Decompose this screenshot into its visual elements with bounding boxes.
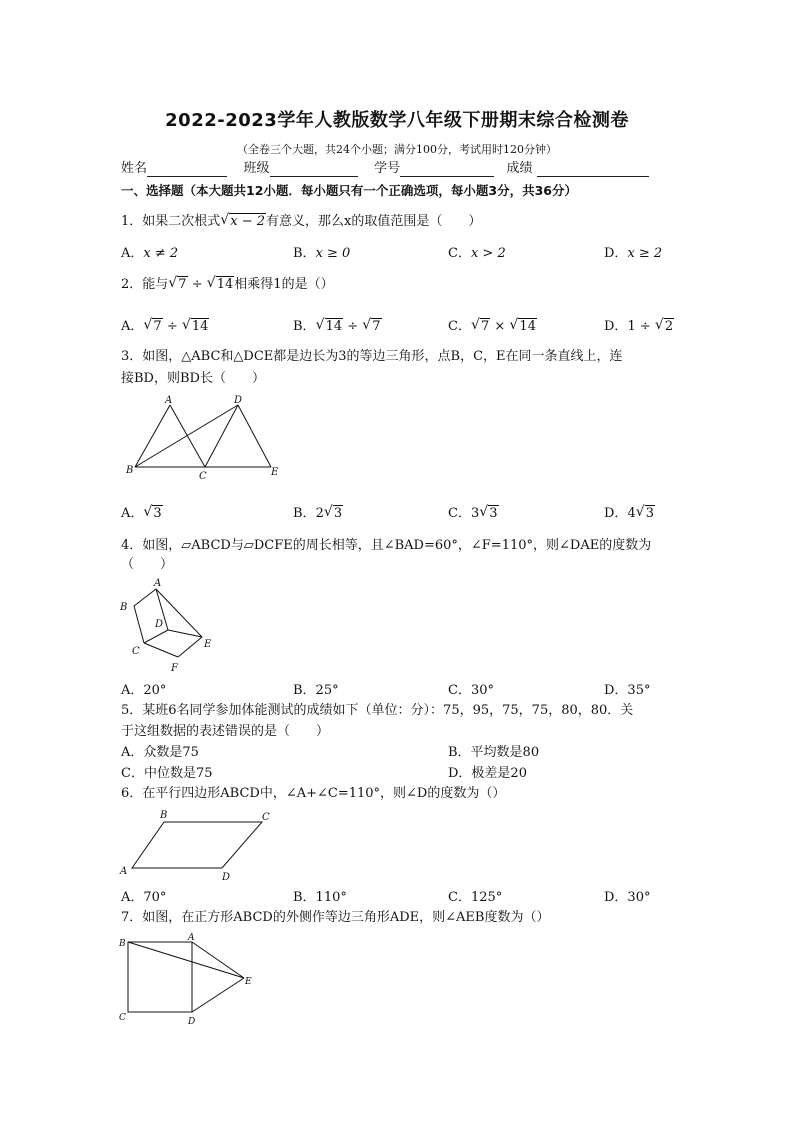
q3-label-c: C: [199, 471, 207, 482]
q3-segment-ba: [135, 405, 170, 467]
section-heading: 一、选择题（本大题共12小题．每小题只有一个正确选项，每小题3分，共36分）: [121, 183, 577, 198]
q7-segment-de: [192, 978, 244, 1012]
q7-label-b: B: [119, 939, 126, 949]
q3-label-b: B: [126, 465, 134, 476]
q6-label-d: D: [222, 872, 231, 883]
q6-figure: [118, 806, 278, 886]
q3-option-b[interactable]: B．2√ 3: [293, 505, 343, 522]
q1-radical: √ x − 2: [220, 213, 266, 230]
q4-stem-line1: 4．如图，▱ABCD与▱DCFE的周长相等，且∠BAD=60°，∠F=110°，则∠DAE的度数为: [121, 538, 652, 553]
name-field[interactable]: [147, 162, 227, 177]
q3-option-d[interactable]: D．4√ 3: [604, 505, 655, 522]
q4-option-c[interactable]: C．30°: [448, 683, 494, 698]
q5-option-d[interactable]: D．极差是20: [448, 766, 527, 781]
name-label: 姓名: [121, 161, 148, 176]
q1-stem-pre: 1．如果二次根式: [121, 214, 221, 229]
q4-label-c: C: [132, 646, 140, 657]
q3-stem-line1: 3．如图，△ABC和△DCE都是边长为3的等边三角形，点B，C，E在同一条直线上，连: [121, 349, 623, 364]
q4-option-d[interactable]: D．35°: [604, 683, 651, 698]
q3-segment-cd: [205, 405, 238, 467]
q7-label-c: C: [119, 1013, 126, 1023]
exam-subtitle: （全卷三个大题，共24个小题；满分100分，考试用时120分钟）: [237, 143, 557, 156]
q6-option-b[interactable]: B．110°: [293, 890, 347, 905]
q1-option-a[interactable]: A．x ≠ 2: [121, 246, 179, 261]
q7-label-e: E: [245, 977, 252, 987]
q6-stem: 6．在平行四边形ABCD中，∠A+∠C=110°，则∠D的度数为（）: [121, 786, 506, 801]
q6-option-a[interactable]: A．70°: [121, 890, 167, 905]
score-label: 成绩: [506, 161, 533, 176]
q2-option-b[interactable]: B．√ 14 ÷ √ 7: [293, 318, 382, 335]
q3-option-c[interactable]: C．3√ 3: [448, 505, 499, 522]
question-2: 2．能与√ 7 ÷ √ 14相乘得1的是（）: [121, 276, 334, 293]
q4-label-e: E: [204, 639, 212, 650]
q4-segment-cd: [144, 630, 168, 643]
q3-label-a: A: [165, 395, 173, 406]
q5-option-b[interactable]: B．平均数是80: [448, 745, 540, 760]
class-field[interactable]: [270, 162, 358, 177]
q2-option-a[interactable]: A．√ 7 ÷ √ 14: [121, 318, 209, 335]
q1-stem-post: 有意义，那么x的取值范围是（ ）: [266, 214, 482, 229]
q4-option-b[interactable]: B．25°: [293, 683, 339, 698]
q6-parallelogram: [132, 822, 262, 868]
q3-stem-line2: 接BD，则BD长（ ）: [121, 371, 265, 386]
q1-option-b[interactable]: B．x ≥ 0: [293, 246, 351, 261]
q7-segment-be: [128, 942, 244, 978]
q5-stem-line2: 于这组数据的表述错误的是（ ）: [121, 724, 330, 739]
q4-stem-line2: （ ）: [121, 557, 174, 572]
student-info-row: [121, 160, 649, 177]
q6-label-a: A: [120, 866, 128, 877]
q5-option-a[interactable]: A．众数是75: [121, 745, 199, 760]
q6-option-c[interactable]: C．125°: [448, 890, 503, 905]
q4-label-d: D: [155, 619, 164, 630]
q1-option-d[interactable]: D．x ≥ 2: [604, 246, 663, 261]
q7-segment-ae: [192, 942, 244, 978]
q4-label-b: B: [120, 602, 128, 613]
q4-segment-ef: [178, 637, 202, 657]
q4-option-a[interactable]: A．20°: [121, 683, 167, 698]
q3-label-e: E: [271, 467, 279, 478]
score-field[interactable]: [537, 162, 649, 177]
class-label: 班级: [243, 161, 270, 176]
id-label: 学号: [374, 161, 401, 176]
q3-segment-de: [238, 405, 271, 467]
q1-option-c[interactable]: C．x > 2: [448, 246, 506, 261]
q4-label-a: A: [154, 578, 162, 589]
q7-label-a: A: [188, 933, 195, 943]
q3-option-a[interactable]: A．√ 3: [121, 505, 163, 522]
q3-segment-ac: [170, 405, 205, 467]
q4-figure: [118, 575, 218, 675]
q6-option-d[interactable]: D．30°: [604, 890, 651, 905]
q7-square: [128, 942, 192, 1012]
question-1: [121, 213, 481, 230]
q5-option-c[interactable]: C．中位数是75: [121, 766, 213, 781]
q7-label-d: D: [188, 1017, 196, 1027]
q2-option-c[interactable]: C．√ 7 × √ 14: [448, 318, 537, 335]
q7-stem: 7．如图，在正方形ABCD的外侧作等边三角形ADE，则∠AEB度数为（）: [121, 910, 550, 925]
page-title: 2022-2023学年人教版数学八年级下册期末综合检测卷: [165, 110, 629, 131]
q3-figure: [122, 393, 287, 485]
q2-option-d[interactable]: D．1 ÷ √ 2: [604, 318, 674, 335]
q4-segment-ab: [134, 589, 156, 606]
q7-figure: [116, 932, 260, 1028]
q4-label-f: F: [171, 663, 178, 674]
q3-segment-bd: [135, 405, 238, 467]
q4-segment-cf: [144, 643, 178, 657]
id-field[interactable]: [400, 162, 494, 177]
q4-segment-bc: [134, 606, 144, 643]
q3-label-d: D: [234, 395, 243, 406]
q6-label-b: B: [160, 810, 168, 821]
q5-stem-line1: 5．某班6名同学参加体能测试的成绩如下（单位：分）：75，95，75，75，80，80．关: [121, 703, 634, 718]
q6-label-c: C: [262, 812, 270, 823]
